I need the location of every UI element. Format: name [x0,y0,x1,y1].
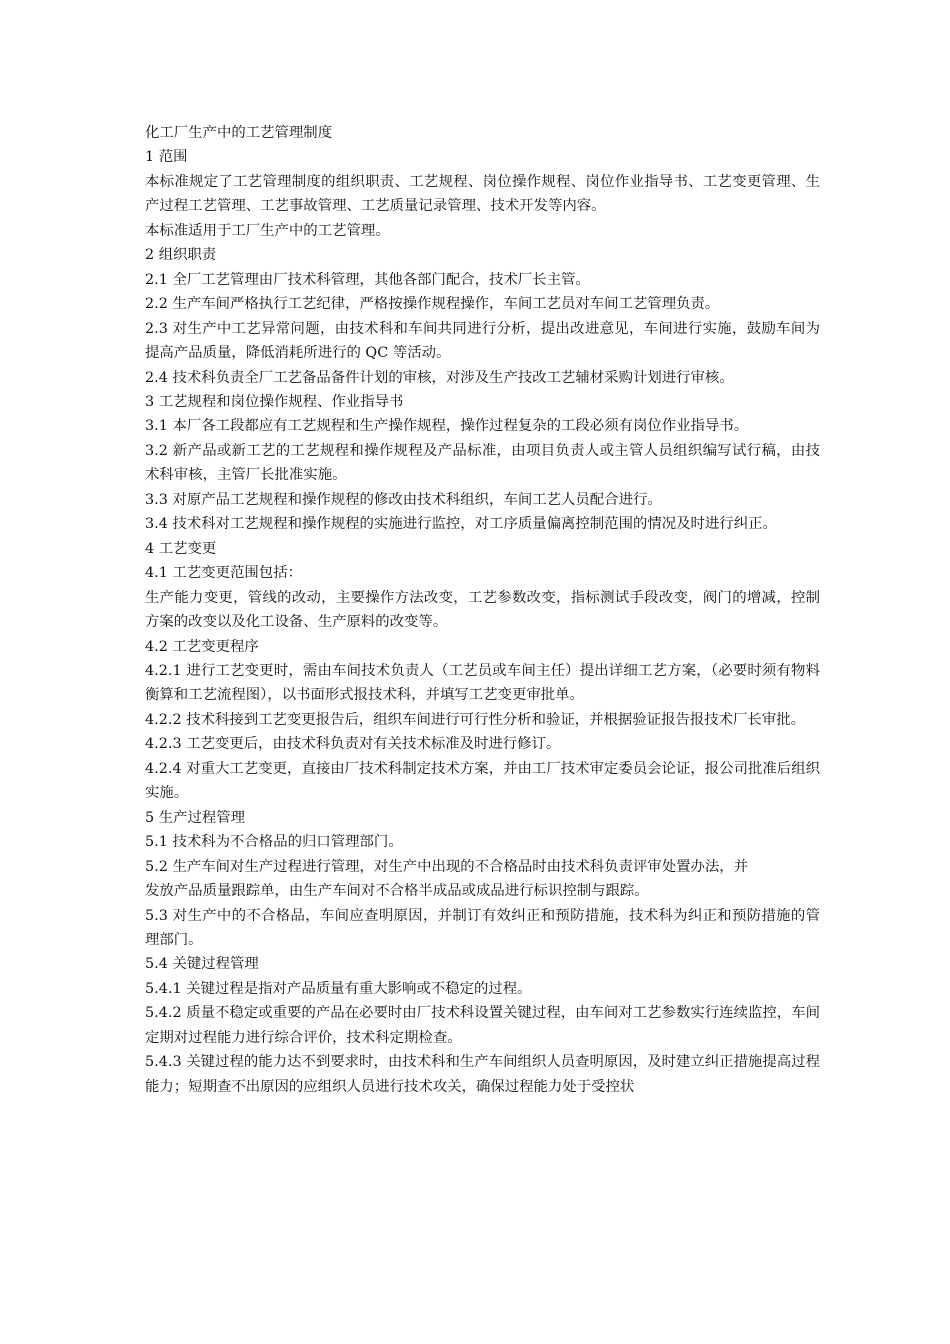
paragraph: 3.2 新产品或新工艺的工艺规程和操作规程及产品标准，由项目负责人或主管人员组织编写试行稿，由技术科审核，主管厂长批准实施。 [145,442,820,484]
paragraph: 5.4.3 关键过程的能力达不到要求时，由技术科和生产车间组织人员查明原因，及时建立纠正措施提高过程能力；短期查不出原因的应组织人员进行技术攻关，确保过程能力处于受控状 [145,1054,820,1095]
paragraph: 本标准规定了工艺管理制度的组织职责、工艺规程、岗位操作规程、岗位作业指导书、工艺变更管理、生产过程工艺管理、工艺事故管理、工艺质量记录管理、技术开发等内容。 [145,173,820,215]
paragraph: 5.4.2 质量不稳定或重要的产品在必要时由厂技术科设置关键过程，由车间对工艺参数实行连续监控，车间定期对过程能力进行综合评价，技术科定期检查。 [145,1005,820,1046]
paragraph: 4.1 工艺变更范围包括： [145,565,302,582]
paragraph: 3.3 对原产品工艺规程和操作规程的修改由技术科组织，车间工艺人员配合进行。 [145,491,662,508]
section-heading: 1 范围 [145,149,188,166]
paragraph: 3.4 技术科对工艺规程和操作规程的实施进行监控，对工序质量偏离控制范围的情况及时进行纠正。 [145,516,777,533]
paragraph: 4.2.3 工艺变更后，由技术科负责对有关技术标准及时进行修订。 [145,736,561,753]
paragraph: 2.1 全厂工艺管理由厂技术科管理，其他各部门配合，技术厂长主管。 [145,271,590,288]
paragraph: 生产能力变更，管线的改动，主要操作方法改变，工艺参数改变，指标测试手段改变，阀门的增减，控制方案的改变以及化工设备、生产原料的改变等。 [145,589,820,631]
document-body [145,121,820,1099]
paragraph: 5.1 技术科为不合格品的归口管理部门。 [145,834,403,851]
paragraph: 4.2.1 进行工艺变更时，需由车间技术负责人（工艺员或车间主任）提出详细工艺方案，（必要时须有物料衡算和工艺流程图），以书面形式报技术科，并填写工艺变更审批单。 [145,662,820,704]
section-heading: 2 组织职责 [145,247,217,264]
subsection-heading: 5.4 关键过程管理 [145,956,259,973]
section-heading: 3 工艺规程和岗位操作规程、作业指导书 [145,393,404,410]
section-heading: 4 工艺变更 [145,540,217,557]
paragraph: 5.4.1 关键过程是指对产品质量有重大影响或不稳定的过程。 [145,980,532,997]
subsection-heading: 4.2 工艺变更程序 [145,638,259,655]
paragraph: 3.1 本厂各工段都应有工艺规程和生产操作规程，操作过程复杂的工段必须有岗位作业指导书。 [145,418,749,435]
paragraph: 4.2.4 对重大工艺变更，直接由厂技术科制定技术方案，并由工厂技术审定委员会论证，报公司批准后组织实施。 [145,760,820,802]
paragraph: 2.4 技术科负责全厂工艺备品备件计划的审核，对涉及生产技改工艺辅材采购计划进行审核。 [145,369,734,386]
paragraph: 4.2.2 技术科接到工艺变更报告后，组织车间进行可行性分析和验证，并根据验证报告报技术厂长审批。 [145,711,805,728]
paragraph: 5.2 生产车间对生产过程进行管理，对生产中出现的不合格品时由技术科负责评审处置办法，并 [145,858,749,875]
document-title: 化工厂生产中的工艺管理制度 [145,125,333,141]
paragraph: 发放产品质量跟踪单，由生产车间对不合格半成品或成品进行标识控制与跟踪。 [145,883,649,900]
paragraph: 2.3 对生产中工艺异常问题，由技术科和车间共同进行分析，提出改进意见，车间进行实施，鼓励车间为提高产品质量，降低消耗所进行的 QC 等活动。 [145,320,820,362]
paragraph: 2.2 生产车间严格执行工艺纪律，严格按操作规程操作，车间工艺员对车间工艺管理负责。 [145,296,720,313]
paragraph: 本标准适用于工厂生产中的工艺管理。 [145,222,390,239]
paragraph: 5.3 对生产中的不合格品，车间应查明原因，并制订有效纠正和预防措施，技术科为纠正和预防措施的管理部门。 [145,907,820,948]
section-heading: 5 生产过程管理 [145,809,246,826]
